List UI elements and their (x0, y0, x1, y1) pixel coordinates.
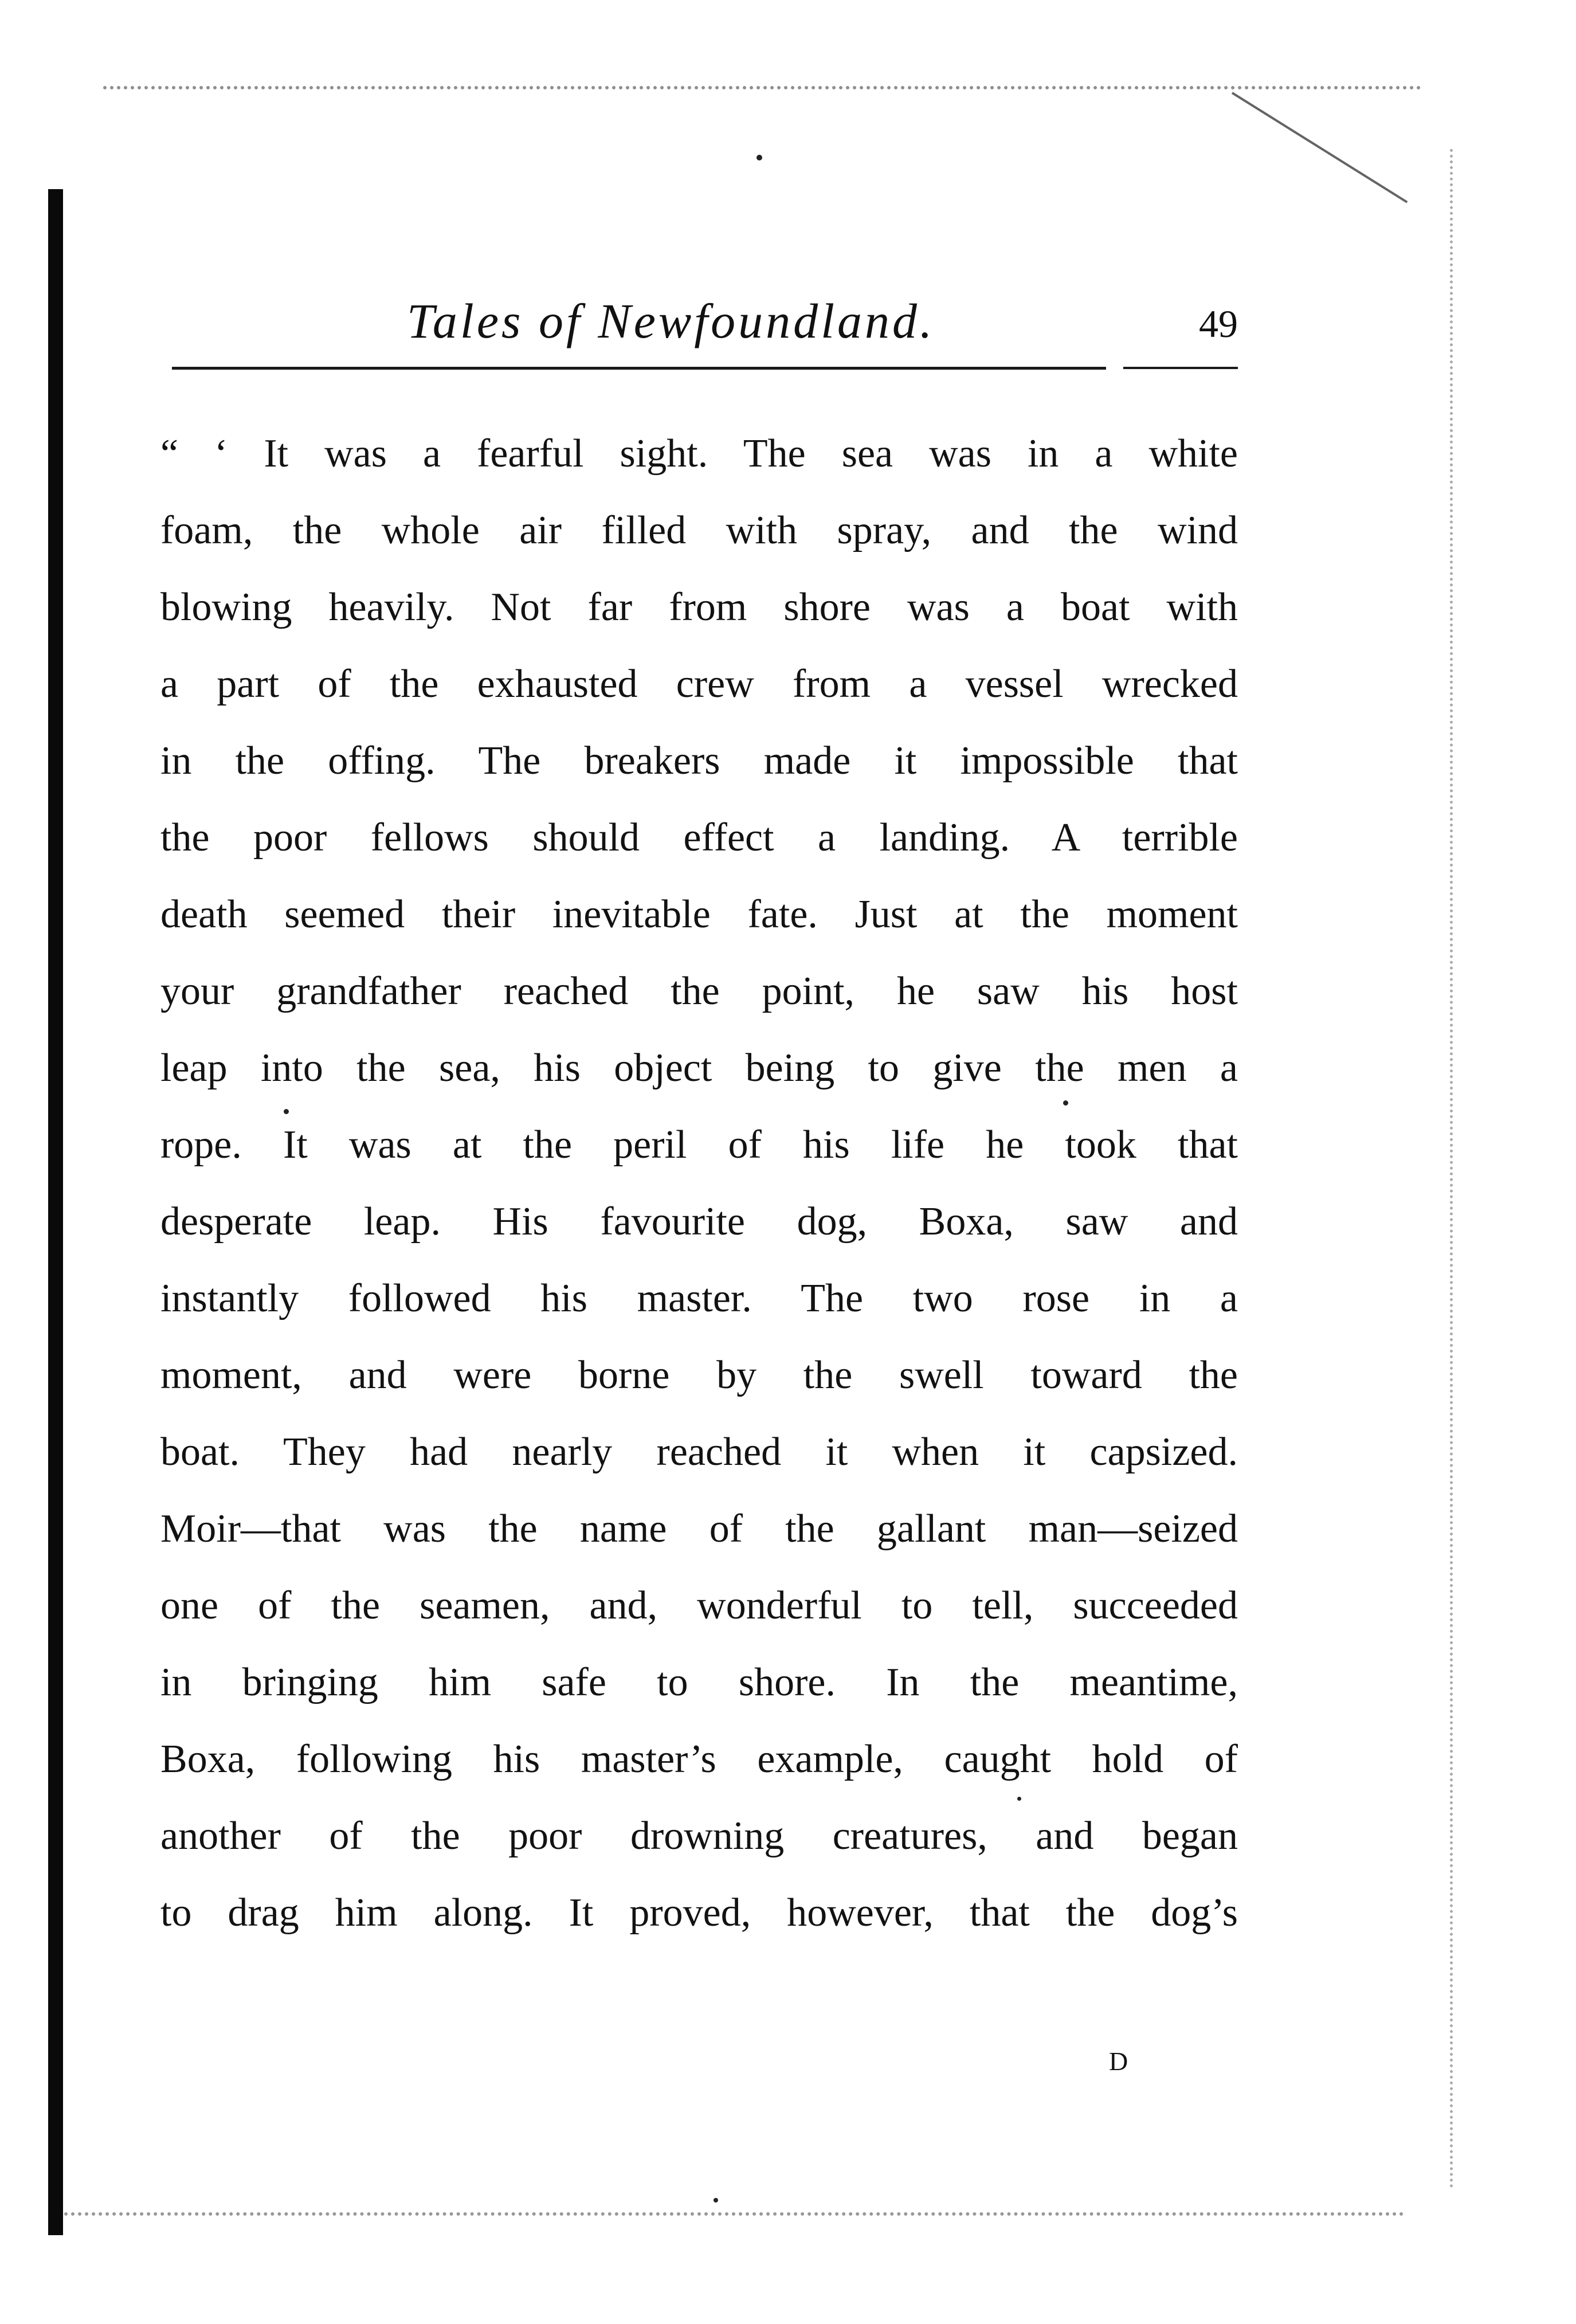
header-rule (172, 367, 1106, 370)
running-title: Tales of Newfoundland. (407, 293, 935, 348)
text-line: Boxa, following his master’s example, caught hold of (160, 1737, 1238, 1781)
text-line: Moir—that was the name of the gallant man—seized (160, 1507, 1238, 1551)
text-line: desperate leap. His favourite dog, Boxa, saw and (160, 1200, 1238, 1244)
binding-edge (48, 189, 63, 2235)
text-line: one of the seamen, and, wonderful to tell, succeeded (160, 1584, 1238, 1628)
ink-speck (1063, 1100, 1068, 1106)
text-line: another of the poor drowning creatures, and began (160, 1814, 1238, 1858)
ink-speck (284, 1109, 289, 1114)
text-line: rope. It was at the peril of his life he took that (160, 1123, 1238, 1167)
text-line: instantly followed his master. The two rose in a (160, 1276, 1238, 1320)
page-edge-top (103, 86, 1421, 124)
text-line: blowing heavily. Not far from shore was a boat with (160, 585, 1238, 629)
text-line: “ ‘ It was a fearful sight. The sea was in a white (160, 432, 1238, 476)
text-line: in bringing him safe to shore. In the meantime, (160, 1660, 1238, 1704)
page-edge-right (1450, 149, 1464, 2189)
header-rule-short (1123, 367, 1238, 369)
ink-speck (713, 2198, 718, 2202)
ink-speck (756, 155, 762, 160)
page-number: 49 (1199, 302, 1238, 346)
text-line: death seemed their inevitable fate. Just at the moment (160, 892, 1238, 936)
text-line: leap into the sea, his object being to give the men a (160, 1046, 1238, 1090)
text-line: to drag him along. It proved, however, that the dog’s (160, 1891, 1238, 1935)
running-header (172, 287, 1238, 361)
text-line: foam, the whole air filled with spray, and the wind (160, 508, 1238, 552)
text-line: the poor fellows should effect a landing. A terrible (160, 816, 1238, 860)
page-edge-bottom (57, 2212, 1404, 2239)
text-line: boat. They had nearly reached it when it capsized. (160, 1430, 1238, 1474)
text-line: moment, and were borne by the swell toward the (160, 1353, 1238, 1397)
text-line: in the offing. The breakers made it impossible that (160, 739, 1238, 783)
body-text (160, 416, 1238, 1951)
signature-mark: D (1109, 2047, 1130, 2076)
text-line: your grandfather reached the point, he saw his host (160, 969, 1238, 1013)
ink-speck (1017, 1797, 1021, 1801)
text-line: a part of the exhausted crew from a vessel wrecked (160, 662, 1238, 706)
